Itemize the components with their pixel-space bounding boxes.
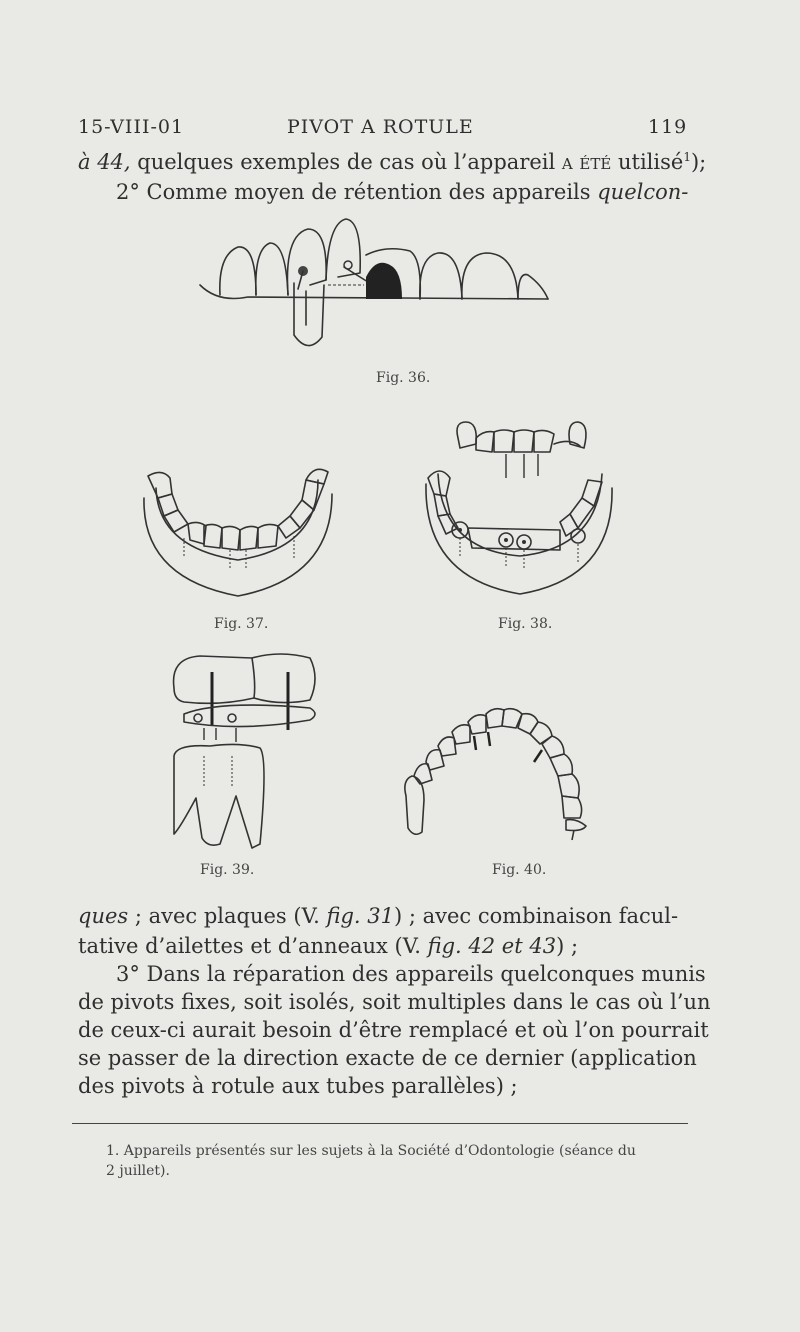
figure-38-illustration: [420, 418, 620, 612]
text-fragment: fig. 31: [326, 904, 394, 928]
caption-fig-36: Fig. 36.: [376, 370, 431, 386]
footnote-line-1: 1. Appareils présentés sur les sujets à la Société d’Odontologie (séance du: [106, 1143, 636, 1159]
figure-39-illustration: [160, 648, 330, 862]
text-line-9: des pivots à rotule aux tubes parallèles) ;: [78, 1074, 518, 1098]
running-header-title: PIVOT A ROTULE: [287, 116, 474, 138]
text-line-8: se passer de la direction exacte de ce dernier (application: [78, 1046, 697, 1070]
text-line-4: [78, 934, 578, 958]
text-fragment: ) ; avec combinaison facul-: [393, 904, 679, 928]
text-fragment: utilisé: [611, 150, 684, 174]
text-line-2: [116, 180, 688, 204]
footnote-line-2: 2 juillet).: [106, 1163, 170, 1179]
text-fragment: quelques exemples de cas où l’appareil: [130, 150, 562, 174]
figure-40-illustration: [396, 700, 606, 854]
text-line-6: de pivots fixes, soit isolés, soit multiples dans le cas où l’un: [78, 990, 711, 1014]
footnote-marker: 1: [683, 150, 691, 164]
text-line-3: [78, 904, 678, 928]
text-fragment: quelcon-: [597, 180, 689, 204]
text-fragment: tative d’ailettes et d’anneaux (V.: [78, 934, 428, 958]
text-fragment: a été: [561, 150, 612, 174]
text-fragment: 2° Comme moyen de rétention des appareils: [116, 180, 598, 204]
text-line-1: [78, 150, 706, 174]
caption-fig-40: Fig. 40.: [492, 862, 547, 878]
text-fragment: ; avec plaques (V.: [128, 904, 327, 928]
text-fragment: ) ;: [556, 934, 579, 958]
running-header-date: 15-VIII-01: [78, 116, 185, 138]
caption-fig-39: Fig. 39.: [200, 862, 255, 878]
figure-36-illustration: [198, 215, 558, 369]
caption-fig-37: Fig. 37.: [214, 616, 269, 632]
text-fragment: );: [690, 150, 707, 174]
text-fragment: à 44,: [78, 150, 131, 174]
figure-37-illustration: [138, 458, 338, 612]
text-line-7: de ceux-ci aurait besoin d’être remplacé et où l’on pourrait: [78, 1018, 709, 1042]
footnote-separator: [72, 1123, 688, 1124]
page-number: 119: [648, 116, 688, 138]
text-fragment: ques: [78, 904, 129, 928]
text-fragment: fig. 42 et 43: [427, 934, 557, 958]
text-line-5: 3° Dans la réparation des appareils quelconques munis: [116, 962, 706, 986]
caption-fig-38: Fig. 38.: [498, 616, 553, 632]
